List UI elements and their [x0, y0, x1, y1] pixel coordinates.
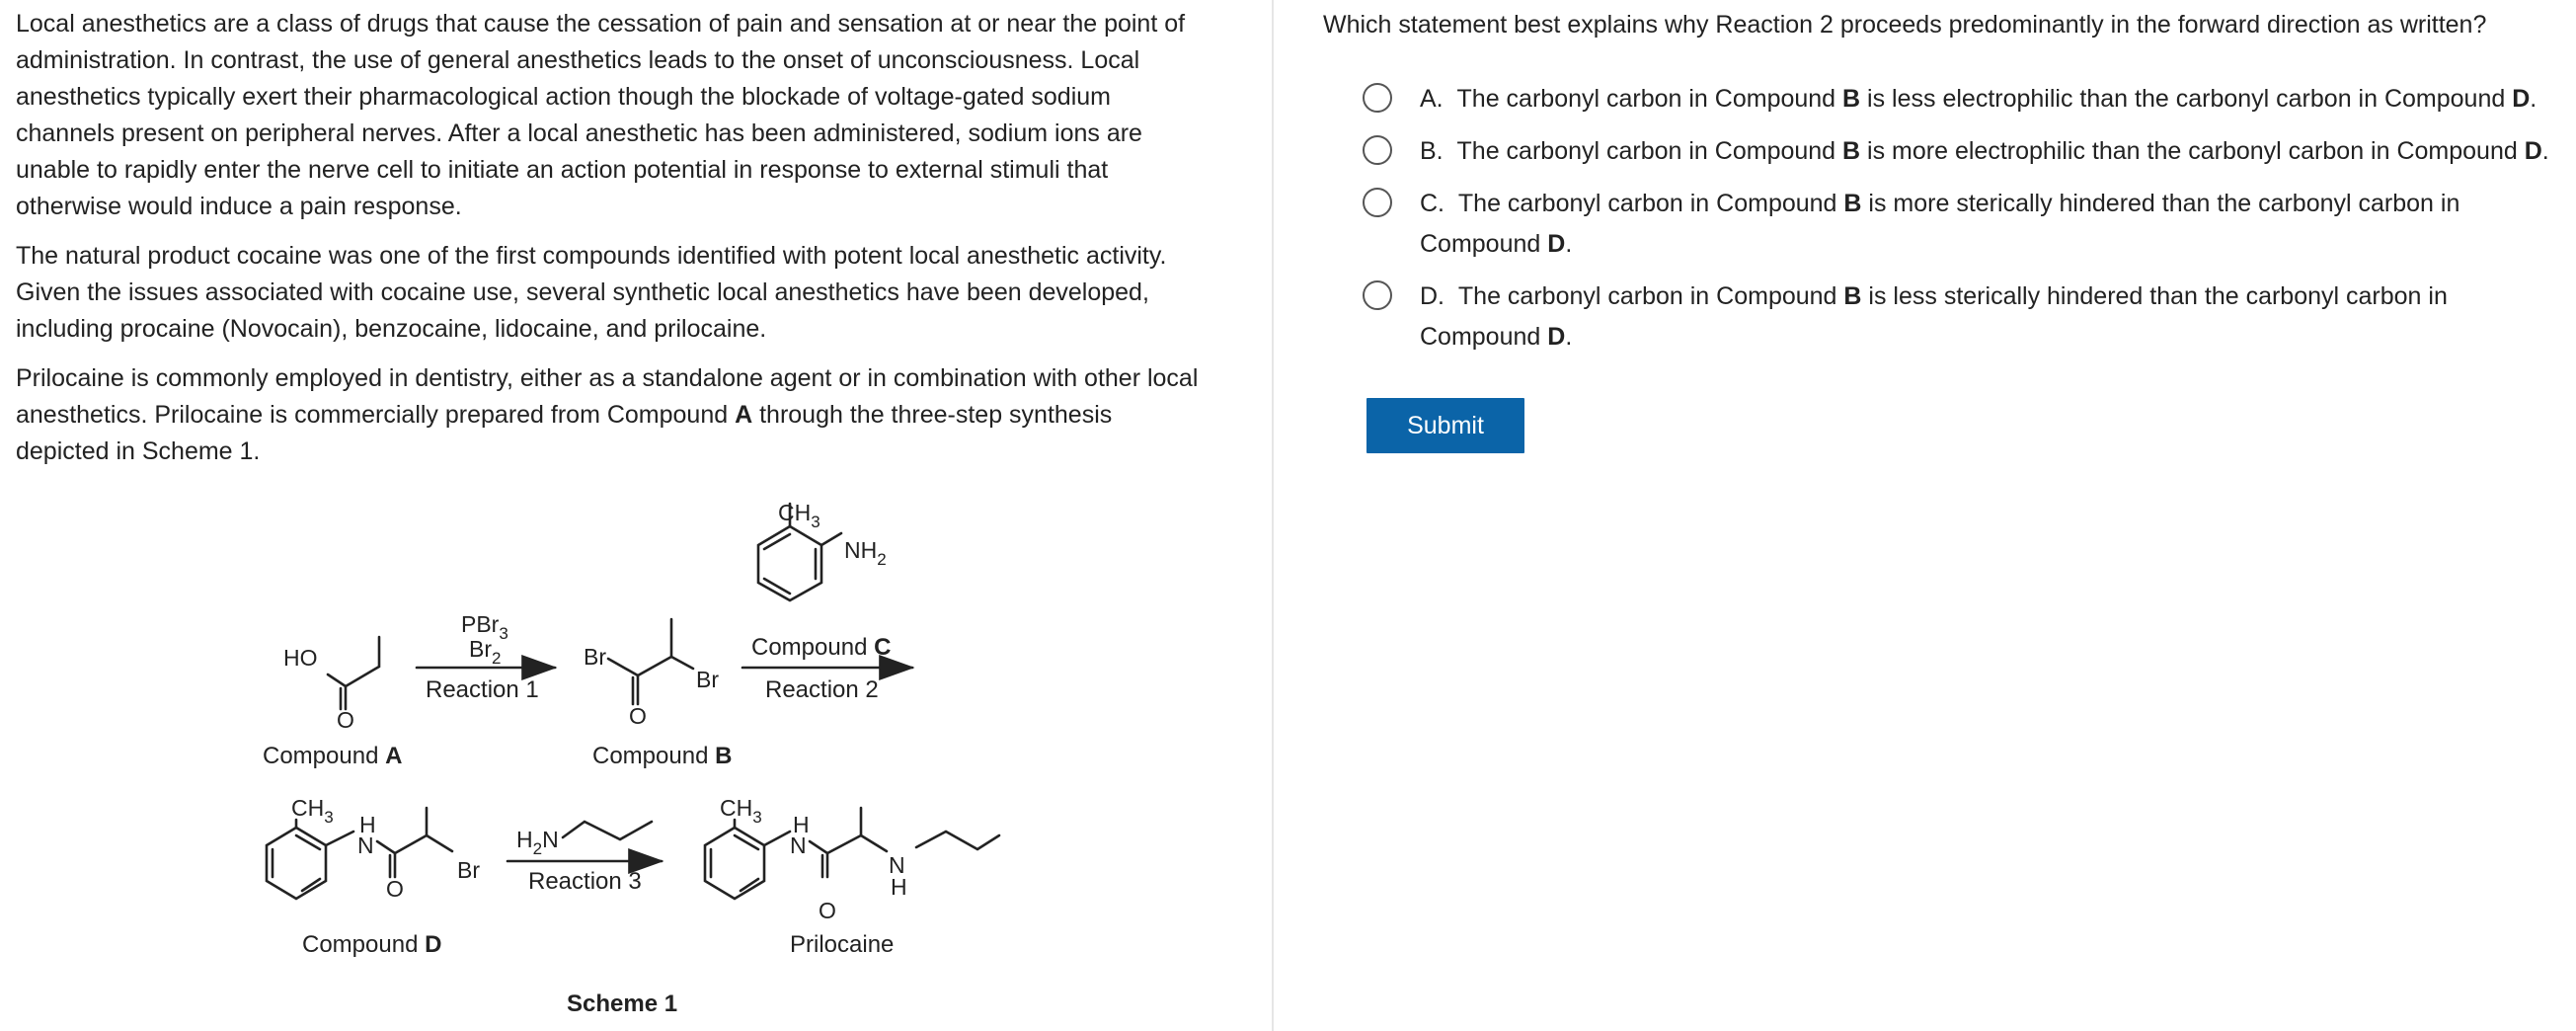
passage-paragraph-1: Local anesthetics are a class of drugs that cause the cessation of pain and sensation at or near the point of administration. In contrast, the use of general anesthetics leads to the onset of unconsciousness. Local anesthetics typically exert their pharmacological action though the blockade of voltage-gated sodium channels present on peripheral nerves. After a local anesthetic has been administered, sodium ions are unable to rapidly enter the nerve cell to initiate an action potential in response to external stimuli that otherwise would induce a pain response.	[16, 10, 1186, 220]
atom-ch3-d: $CH_3$	[291, 795, 334, 827]
compound-c-label: Compound C	[751, 634, 892, 661]
atom-o-d: O	[386, 876, 404, 902]
atom-nh2-c: $NH_2$	[844, 537, 887, 569]
answer-choices	[1363, 79, 2576, 357]
reaction-1-label: Reaction 1	[426, 676, 539, 703]
atom-br-b1: Br	[584, 644, 606, 670]
question-pane	[1284, 0, 2576, 1031]
choice-d-text[interactable]: D. The carbonyl carbon in Compound B is less sterically hindered than the carbonyl carbon in Compound D.	[1420, 282, 2448, 351]
scheme-title: Scheme 1	[567, 991, 678, 1017]
propylamine-reagent	[516, 822, 652, 858]
reaction-3-label: Reaction 3	[528, 868, 642, 895]
choice-d[interactable]	[1363, 277, 2576, 357]
choice-a-text[interactable]: A. The carbonyl carbon in Compound B is less electrophilic than the carbonyl carbon in Compound D.	[1420, 85, 2537, 113]
choice-a[interactable]	[1363, 79, 2576, 119]
compound-a-structure	[283, 637, 379, 733]
compound-a-label: Compound A	[263, 743, 403, 769]
atom-br-d: Br	[457, 857, 480, 883]
paragraph-3-text: Prilocaine is commonly employed in dentistry, either as a standalone agent or in combination with other local anesthetics. Prilocaine is commercially prepared from Compound	[16, 364, 1199, 429]
choice-b[interactable]	[1363, 131, 2576, 172]
atom-n-p2: N	[889, 852, 905, 878]
atom-o-p: O	[819, 898, 836, 923]
choice-c[interactable]	[1363, 184, 2576, 265]
choice-c-text[interactable]: C. The carbonyl carbon in Compound B is more sterically hindered than the carbonyl carbon in Compound D.	[1420, 190, 2460, 258]
atom-h-p2: H	[891, 874, 907, 900]
atom-br-b2: Br	[696, 667, 719, 692]
atom-n-p1: N	[790, 833, 807, 858]
atom-ho: HO	[283, 645, 318, 671]
choice-d-radio[interactable]	[1363, 280, 1392, 310]
atom-ch3-c: $CH_3$	[778, 500, 820, 531]
atom-ch3-p: $CH_3$	[720, 795, 762, 827]
question-text: Which statement best explains why Reaction 2 proceeds predominantly in the forward direction as written?	[1323, 11, 2487, 39]
prilocaine-label: Prilocaine	[790, 931, 895, 958]
choice-c-radio[interactable]	[1363, 188, 1392, 217]
compound-a-ref: A	[735, 401, 753, 429]
choice-a-radio[interactable]	[1363, 83, 1392, 113]
compound-c-structure	[758, 500, 887, 600]
compound-b-structure	[584, 619, 719, 729]
atom-o: O	[337, 707, 354, 733]
atom-o-b: O	[629, 703, 647, 729]
reagent-br2: $Br_2$	[469, 636, 502, 668]
reaction-2-label: Reaction 2	[765, 676, 879, 703]
atom-n-d: N	[357, 833, 374, 858]
passage-pane	[0, 0, 1274, 1031]
scheme-1-diagram	[0, 0, 1274, 1031]
submit-button[interactable]: Submit	[1366, 398, 1524, 453]
atom-h-d: H	[359, 812, 376, 837]
compound-d-structure	[267, 795, 480, 902]
paragraph-3-text-end: through the three-step synthesis depicted in Scheme 1.	[16, 401, 1113, 465]
atom-h2n: $H_2N$	[516, 827, 559, 858]
prilocaine-structure	[705, 795, 999, 923]
choice-b-text[interactable]: B. The carbonyl carbon in Compound B is more electrophilic than the carbonyl carbon in Compound D.	[1420, 137, 2549, 165]
passage-paragraph-2: The natural product cocaine was one of the first compounds identified with potent local anesthetic activity. Given the issues associated with cocaine use, several synthetic local anesthetics have been developed, including procaine (Novocain), benzocaine, lidocaine, and prilocaine.	[16, 242, 1167, 343]
choice-b-radio[interactable]	[1363, 135, 1392, 165]
compound-d-label: Compound D	[302, 931, 442, 958]
compound-b-label: Compound B	[592, 743, 733, 769]
reagent-pbr3: PBr$_3$	[461, 611, 508, 643]
atom-h-p1: H	[793, 812, 810, 837]
